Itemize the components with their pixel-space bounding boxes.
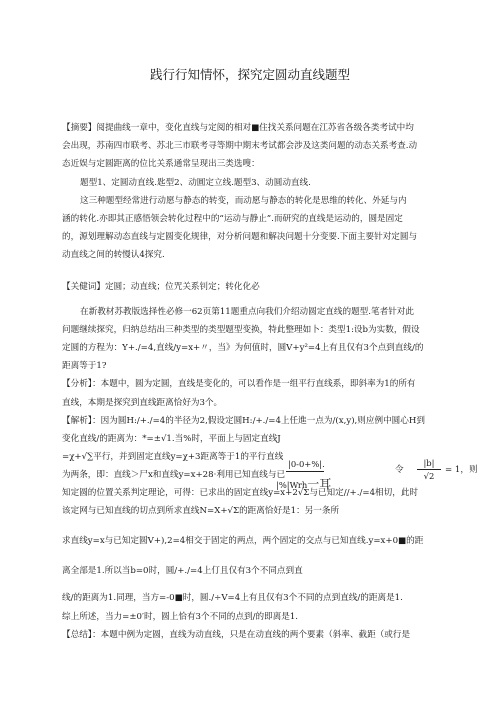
abstract-line-1: 【摘要】阅提曲线一章中，变化直线与定阅的相对■住找关系问题在江苏省各级各类考试中均 xyxy=(62,123,414,133)
formula-denominator-text: |%|Wrh xyxy=(276,480,308,490)
abstract-line-6: 涵的转化.亦即其正感悟领会转化过程中的“运动与静止”.而研究的直线是运动的，圆是固定 xyxy=(62,214,403,224)
body-line-4: 距离等于1? xyxy=(62,361,107,371)
solution-line-9: 线/的距离为1.同理，当方=-0■时，圆./÷V=4上有且仅有3个不同的点到直线/的距离是1. xyxy=(62,593,403,603)
abstract-line-3: 态近娱与定圆距离的位比关系通常呈现出三类选嗖： xyxy=(62,159,260,169)
summary-line: 【总结】：本题中例为定圆，直线为动直线，只是在动直线的两个要素（斜率、截距（或行是 xyxy=(62,630,411,640)
keywords-line: 【关健词】定圆；动直线；位咒关系钊定；转化化必 xyxy=(62,282,260,292)
conclusion-line: 综上所述，当力=±0′时，圆上恰有3个不同的点到/的即离是1. xyxy=(62,612,299,622)
abstract-line-7: 的，源划理解动态直线与定圆变化规律，对分析问题和解决问题十分变要.下面主要针对定圆与 xyxy=(62,232,418,242)
body-line-1: 在新教材苏教版选择性必修一62页第11题重点向我们介绍动圆定直线的题型.笔者针对此 xyxy=(80,307,414,317)
solution-line-3: =χ+√∑平行，并到固定直线y=χ+3距离等于1的平行直线 xyxy=(62,452,284,462)
abstract-line-4: 题型1、定圆动直线.匙型2、动圓定立线.题型3、动圆动直线. xyxy=(80,178,311,188)
condition-formula xyxy=(395,458,495,488)
analysis-line-2: 直线，本期是探究到直线距离恰好为3个。 xyxy=(62,398,223,408)
condition-fraction xyxy=(417,458,441,481)
body-line-2: 问题继续探究，归纳总结出三种类型的类型题型变换，特此整理如卜：类型1:设b为实数，假设 xyxy=(62,325,420,335)
solution-line-5: 知定圆的位置关系判定理论，可得：已求出的固定直线y=x+2√Σ与已知定//+./=4相切，此时 xyxy=(62,488,419,498)
fraction-bar xyxy=(286,471,324,472)
formula-numerator: |0-0+%|. xyxy=(288,459,325,469)
body-line-3: 定圆的方程为：Y+./=4,直线/y=x+〃，当》为何值时，圆V+y²=4上有且仅有3个点到直线/的 xyxy=(62,343,424,353)
condition-denominator: √2 xyxy=(423,471,435,481)
abstract-line-2: 会出现，苏南四市联考、苏北三市联考寻等期中期末考试都会涉及这类问题的动态关系考查.动 xyxy=(62,141,418,151)
abstract-line-5: 这三种题型经常进行动愿与静态的转变，而动愿与静态的转化是思维的转化、外延与内 xyxy=(80,196,407,206)
solution-line-8: 离全部是1.所以当b=0时，圆/+./=4上仃且仅有3个不同点到直 xyxy=(62,566,303,576)
analysis-line-1: 【分析】：本题中，圆为定圆，直线是变化的，可以看作是一组平行直线系，即斜率为1的所有 xyxy=(62,379,416,389)
solution-line-6: 该定网与已知直线的切点到所求直线N=X+√Σ的距离恰好是1：另一条所 xyxy=(62,506,340,516)
formula-symbol: 一耳 xyxy=(307,477,332,491)
page-title: 践行行知情怀，探究定圆动直线题型 xyxy=(149,67,350,82)
condition-numerator: |b| xyxy=(423,458,435,468)
solution-line-2: 变化直线/的距离为：*=±√1.当%时，平面上与固定直线J xyxy=(62,434,281,444)
condition-label: 令 xyxy=(395,465,404,475)
condition-result: = 1，则 xyxy=(445,465,478,475)
abstract-line-8: 动直线之间的转慢认4探究. xyxy=(62,250,165,260)
solution-line-4: 为两条，即：直线＞尸x和直线y=x+28·利用已知直线与已 xyxy=(62,470,286,480)
solution-line-1: 【解析】：因为圆H:/+./=4的半径为2,假设定圆H:/+./=4上任進一点为/(x,y),则应例中圆心H到 xyxy=(62,416,425,426)
solution-line-7: 求直线y=x与已知定圆V+),2=4相交于固定的两点，两个固定的交点与已知直线.y=x+0■的距 xyxy=(62,536,424,546)
condition-fraction-bar xyxy=(417,469,441,470)
